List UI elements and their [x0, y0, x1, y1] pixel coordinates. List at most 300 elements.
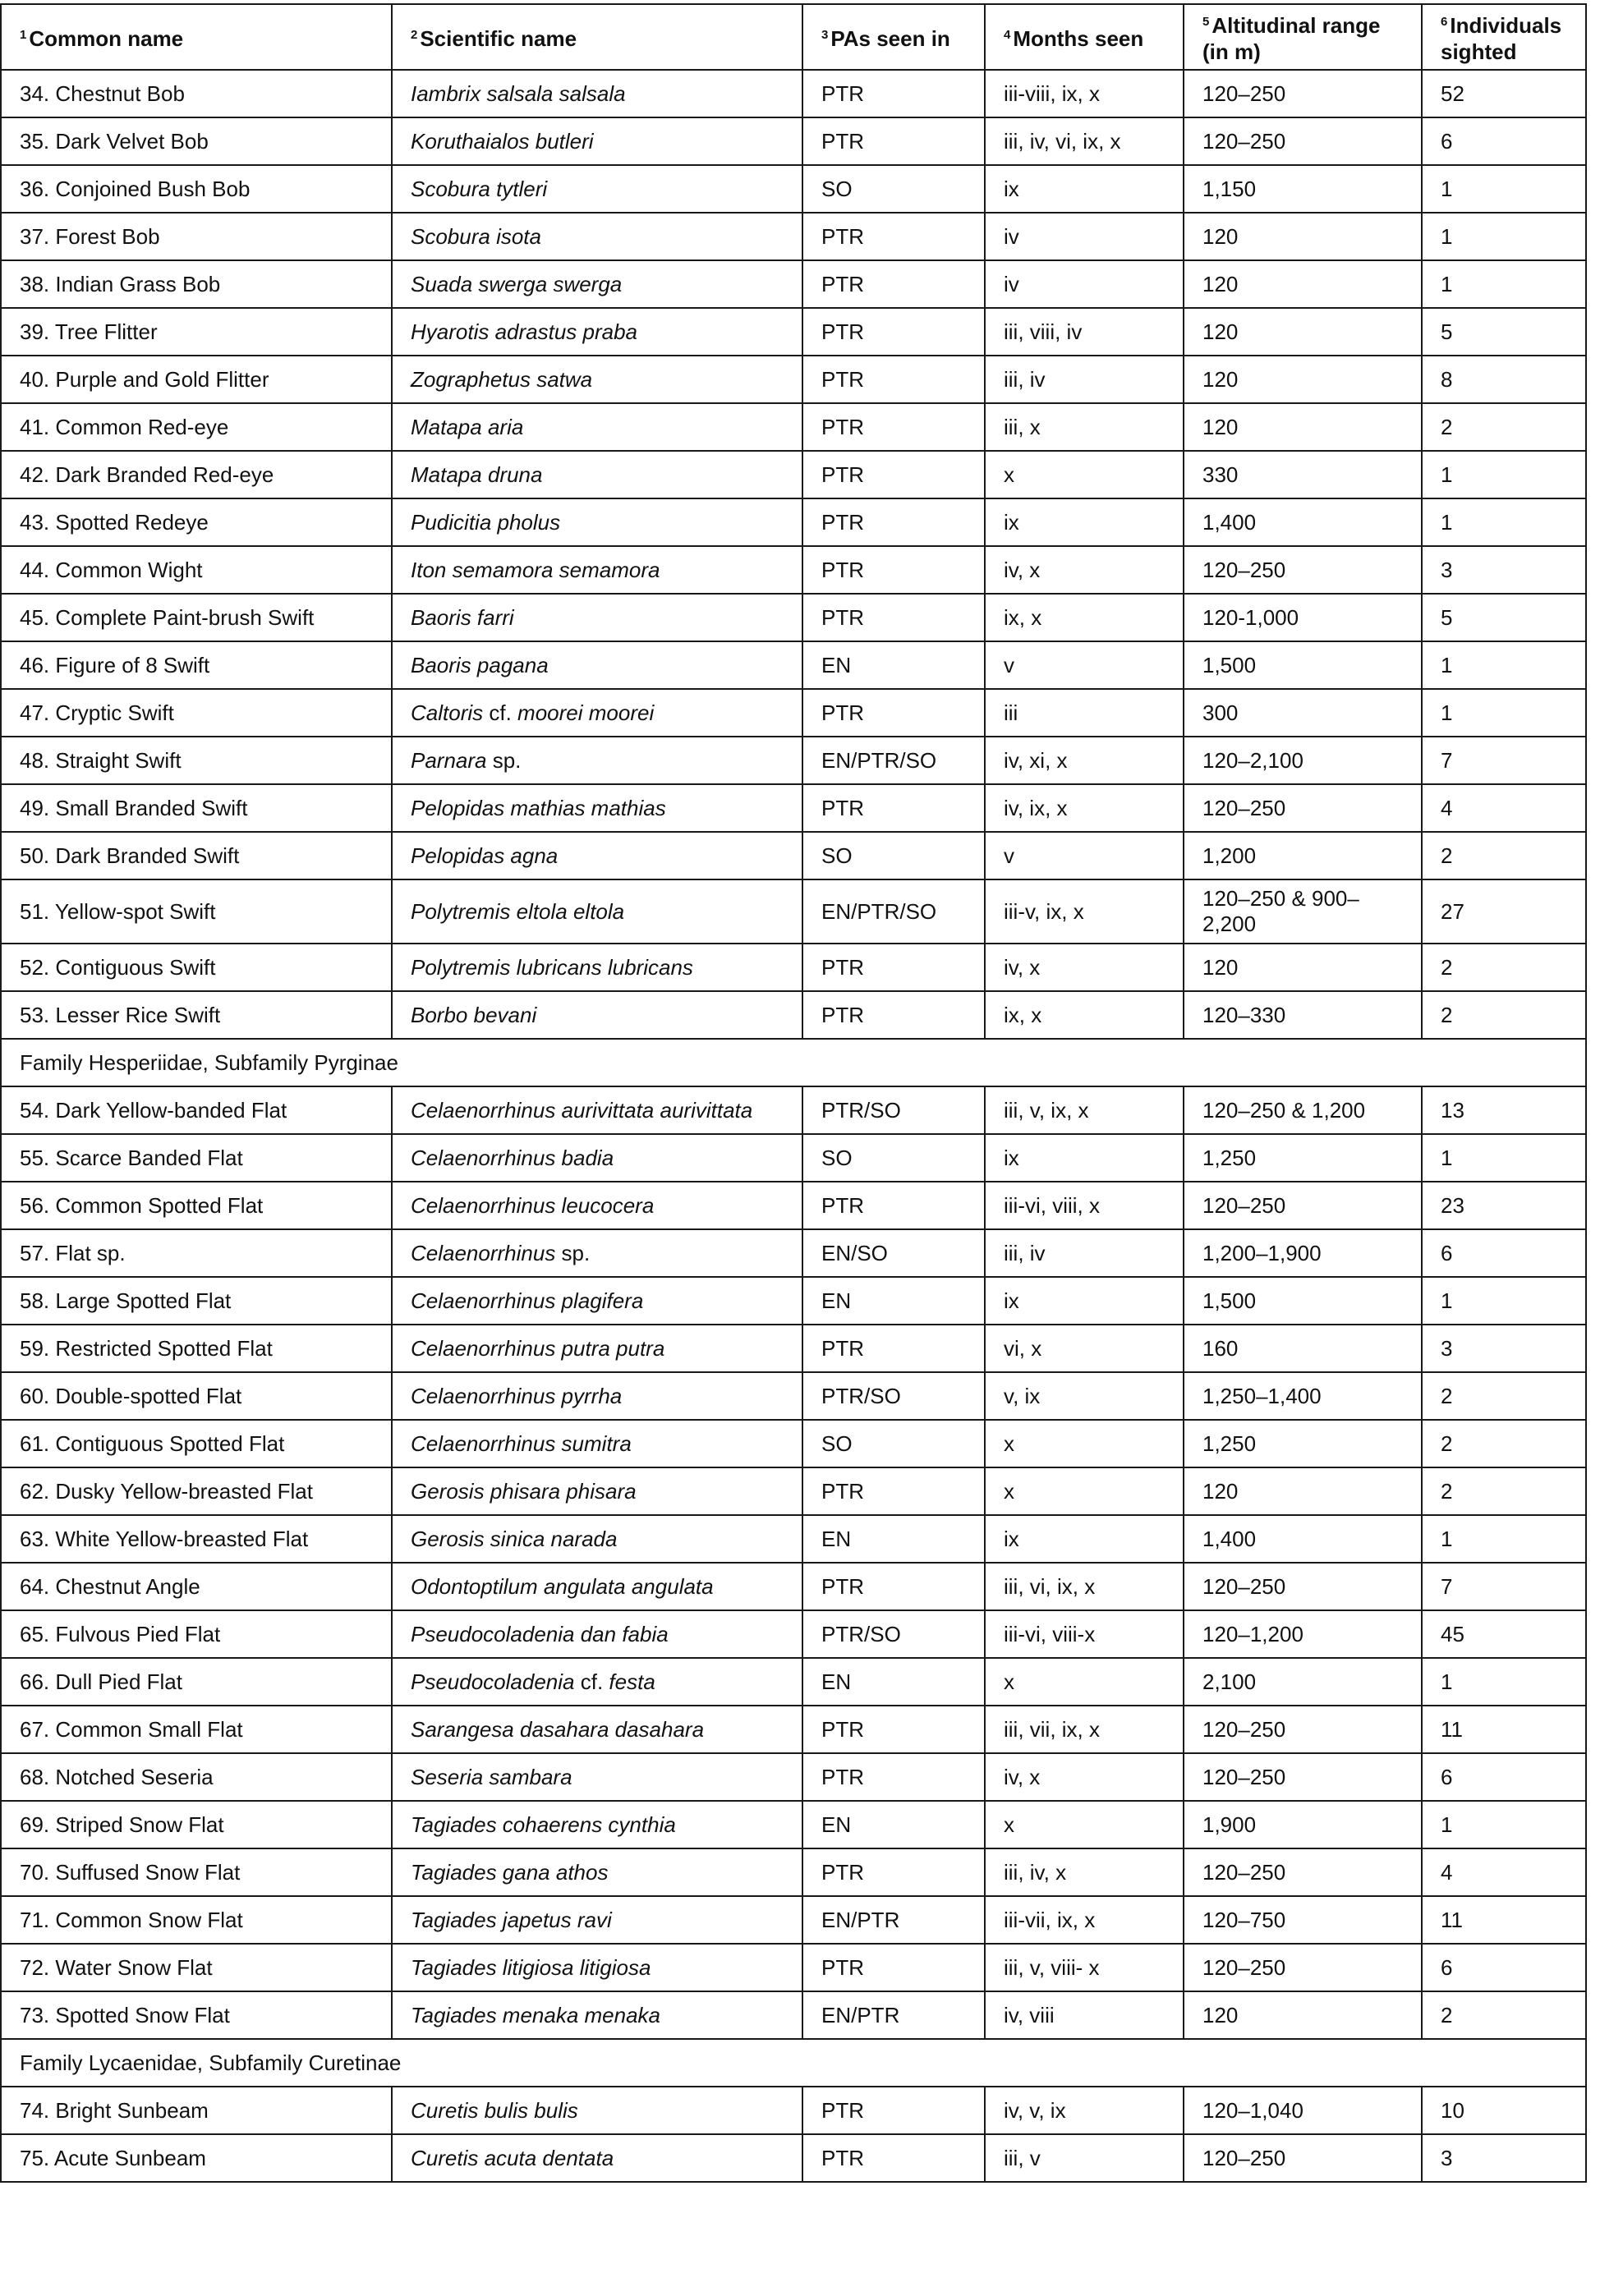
common-name-cell: 73. Spotted Snow Flat [1, 1991, 392, 2039]
table-row [1, 403, 1586, 451]
table-row [1, 308, 1586, 356]
scientific-name-cell [392, 991, 802, 1039]
months-seen-cell: iii, x [985, 403, 1184, 451]
common-name-cell: 65. Fulvous Pied Flat [1, 1610, 392, 1658]
altitudinal-range-cell: 1,250–1,400 [1184, 1372, 1422, 1420]
table-row [1, 594, 1586, 641]
pas-seen-in-cell: EN/PTR [802, 1896, 985, 1944]
scientific-name-cell [392, 1372, 802, 1420]
altitudinal-range-cell: 120 [1184, 944, 1422, 991]
scientific-name: Celaenorrhinus sumitra [411, 1430, 632, 1456]
scientific-name: Celaenorrhinus plagifera [411, 1288, 644, 1313]
scientific-name-cell [392, 70, 802, 117]
individuals-sighted-cell: 1 [1422, 451, 1586, 498]
scientific-name: Scobura tytleri [411, 176, 548, 201]
scientific-name: Celaenorrhinus aurivittata aurivittata [411, 1097, 753, 1123]
family-heading-row [1, 2039, 1586, 2087]
scientific-name-cell [392, 1229, 802, 1277]
months-seen-cell: v [985, 641, 1184, 689]
scientific-name-cell [392, 1086, 802, 1134]
scientific-name: Matapa druna [411, 461, 543, 487]
scientific-name-cell [392, 944, 802, 991]
table-row [1, 1086, 1586, 1134]
common-name-cell: 61. Contiguous Spotted Flat [1, 1420, 392, 1467]
scientific-name-cell [392, 737, 802, 784]
common-name-cell: 51. Yellow-spot Swift [1, 879, 392, 944]
scientific-name: Celaenorrhinus badia [411, 1145, 614, 1170]
table-body [1, 70, 1586, 2182]
altitudinal-range-cell: 1,400 [1184, 498, 1422, 546]
table-row [1, 1277, 1586, 1325]
header-altitudinal-range: $^5$ Altitudinal range (in m) [1184, 4, 1422, 70]
common-name-cell: 48. Straight Swift [1, 737, 392, 784]
scientific-name-qualifier: cf. [483, 700, 518, 725]
individuals-sighted-cell: 1 [1422, 1134, 1586, 1182]
altitudinal-range-cell: 1,500 [1184, 641, 1422, 689]
scientific-name-cell [392, 879, 802, 944]
individuals-sighted-cell: 11 [1422, 1896, 1586, 1944]
scientific-name-cell [392, 1658, 802, 1706]
months-seen-cell: iv, x [985, 944, 1184, 991]
common-name-cell: 60. Double-spotted Flat [1, 1372, 392, 1420]
pas-seen-in-cell: SO [802, 832, 985, 879]
altitudinal-range-cell: 120–250 [1184, 1944, 1422, 1991]
months-seen-cell: iii, viii, iv [985, 308, 1184, 356]
common-name-cell: 39. Tree Flitter [1, 308, 392, 356]
months-seen-cell: x [985, 1658, 1184, 1706]
scientific-name-cell [392, 1706, 802, 1753]
pas-seen-in-cell: PTR [802, 1182, 985, 1229]
pas-seen-in-cell: SO [802, 1134, 985, 1182]
table-row [1, 689, 1586, 737]
common-name-cell: 70. Suffused Snow Flat [1, 1848, 392, 1896]
pas-seen-in-cell: PTR [802, 1706, 985, 1753]
months-seen-cell: iii-vi, viii-x [985, 1610, 1184, 1658]
scientific-name-cell [392, 1563, 802, 1610]
scientific-name-cell [392, 784, 802, 832]
scientific-name-cell [392, 308, 802, 356]
scientific-name: Celaenorrhinus putra putra [411, 1335, 665, 1361]
common-name-cell: 45. Complete Paint-brush Swift [1, 594, 392, 641]
months-seen-cell: x [985, 1467, 1184, 1515]
individuals-sighted-cell: 6 [1422, 1229, 1586, 1277]
pas-seen-in-cell: EN/PTR [802, 1991, 985, 2039]
individuals-sighted-cell: 3 [1422, 1325, 1586, 1372]
table-row [1, 1610, 1586, 1658]
table-row [1, 1848, 1586, 1896]
individuals-sighted-cell: 1 [1422, 260, 1586, 308]
pas-seen-in-cell: PTR [802, 308, 985, 356]
altitudinal-range-cell: 120–250 [1184, 1753, 1422, 1801]
altitudinal-range-cell: 120–250 & 900–2,200 [1184, 879, 1422, 944]
scientific-name-cell [392, 1801, 802, 1848]
pas-seen-in-cell: PTR [802, 594, 985, 641]
common-name-cell: 68. Notched Seseria [1, 1753, 392, 1801]
common-name-cell: 52. Contiguous Swift [1, 944, 392, 991]
scientific-name: Curetis acuta dentata [411, 2145, 614, 2170]
individuals-sighted-cell: 2 [1422, 991, 1586, 1039]
scientific-name: Iton semamora semamora [411, 557, 660, 582]
pas-seen-in-cell: PTR [802, 1944, 985, 1991]
individuals-sighted-cell: 11 [1422, 1706, 1586, 1753]
common-name-cell: 66. Dull Pied Flat [1, 1658, 392, 1706]
common-name-cell: 59. Restricted Spotted Flat [1, 1325, 392, 1372]
common-name-cell: 67. Common Small Flat [1, 1706, 392, 1753]
table-row [1, 117, 1586, 165]
months-seen-cell: ix [985, 498, 1184, 546]
table-row [1, 1658, 1586, 1706]
individuals-sighted-cell: 7 [1422, 1563, 1586, 1610]
altitudinal-range-cell: 1,150 [1184, 165, 1422, 213]
scientific-name: Celaenorrhinus [411, 1240, 556, 1265]
table-row [1, 1325, 1586, 1372]
scientific-name-cell [392, 1182, 802, 1229]
scientific-name-cell [392, 1467, 802, 1515]
scientific-name: Tagiades japetus ravi [411, 1907, 612, 1932]
individuals-sighted-cell: 7 [1422, 737, 1586, 784]
months-seen-cell: x [985, 451, 1184, 498]
scientific-name-cell [392, 546, 802, 594]
family-heading: Family Hesperiidae, Subfamily Pyrginae [1, 1039, 1586, 1086]
pas-seen-in-cell: PTR [802, 260, 985, 308]
scientific-name: Caltoris [411, 700, 484, 725]
pas-seen-in-cell: EN [802, 1801, 985, 1848]
common-name-cell: 41. Common Red-eye [1, 403, 392, 451]
table-row [1, 784, 1586, 832]
table-row [1, 1182, 1586, 1229]
scientific-name-qualifier: sp. [555, 1240, 591, 1265]
individuals-sighted-cell: 2 [1422, 1420, 1586, 1467]
scientific-name: Seseria sambara [411, 1764, 572, 1789]
scientific-name: Baoris farri [411, 604, 514, 630]
months-seen-cell: iii, v, viii- x [985, 1944, 1184, 1991]
scientific-name: Pelopidas agna [411, 843, 559, 868]
common-name-cell: 56. Common Spotted Flat [1, 1182, 392, 1229]
altitudinal-range-cell: 1,250 [1184, 1420, 1422, 1467]
months-seen-cell: ix [985, 1134, 1184, 1182]
altitudinal-range-cell: 120 [1184, 403, 1422, 451]
altitudinal-range-cell: 120–1,040 [1184, 2087, 1422, 2134]
pas-seen-in-cell: PTR [802, 451, 985, 498]
table-row [1, 1515, 1586, 1563]
individuals-sighted-cell: 1 [1422, 689, 1586, 737]
scientific-name-cell [392, 1420, 802, 1467]
scientific-name-cell [392, 2134, 802, 2182]
species-table [0, 3, 1587, 2183]
months-seen-cell: vi, x [985, 1325, 1184, 1372]
scientific-name: Baoris pagana [411, 652, 549, 677]
common-name-cell: 75. Acute Sunbeam [1, 2134, 392, 2182]
table-row [1, 1467, 1586, 1515]
months-seen-cell: iv, x [985, 546, 1184, 594]
pas-seen-in-cell: SO [802, 165, 985, 213]
altitudinal-range-cell: 120 [1184, 1991, 1422, 2039]
months-seen-cell: iii-vii, ix, x [985, 1896, 1184, 1944]
pas-seen-in-cell: PTR [802, 213, 985, 260]
table-row [1, 1229, 1586, 1277]
scientific-name-cell [392, 1277, 802, 1325]
months-seen-cell: iv, viii [985, 1991, 1184, 2039]
scientific-name: Odontoptilum angulata angulata [411, 1573, 714, 1599]
common-name-cell: 49. Small Branded Swift [1, 784, 392, 832]
pas-seen-in-cell: EN/PTR/SO [802, 737, 985, 784]
months-seen-cell: ix, x [985, 594, 1184, 641]
table-row [1, 2087, 1586, 2134]
scientific-name-cell [392, 1753, 802, 1801]
altitudinal-range-cell: 120 [1184, 356, 1422, 403]
altitudinal-range-cell: 120–250 [1184, 2134, 1422, 2182]
scientific-name: Matapa aria [411, 414, 524, 439]
scientific-name: Gerosis sinica narada [411, 1526, 618, 1551]
common-name-cell: 46. Figure of 8 Swift [1, 641, 392, 689]
individuals-sighted-cell: 1 [1422, 1658, 1586, 1706]
scientific-name-qualifier: sp. [486, 747, 522, 773]
scientific-name: Suada swerga swerga [411, 271, 623, 296]
pas-seen-in-cell: PTR [802, 1753, 985, 1801]
altitudinal-range-cell: 120–250 [1184, 1563, 1422, 1610]
scientific-name-cell [392, 1991, 802, 2039]
table-row [1, 1944, 1586, 1991]
pas-seen-in-cell: PTR [802, 784, 985, 832]
table-row [1, 213, 1586, 260]
scientific-name-cell [392, 213, 802, 260]
scientific-name: Gerosis phisara phisara [411, 1478, 637, 1504]
scientific-name-cell [392, 641, 802, 689]
months-seen-cell: iii, vii, ix, x [985, 1706, 1184, 1753]
months-seen-cell: ix [985, 1515, 1184, 1563]
pas-seen-in-cell: PTR/SO [802, 1610, 985, 1658]
common-name-cell: 50. Dark Branded Swift [1, 832, 392, 879]
pas-seen-in-cell: PTR [802, 2087, 985, 2134]
individuals-sighted-cell: 2 [1422, 1467, 1586, 1515]
scientific-name: Iambrix salsala salsala [411, 80, 626, 106]
table-row [1, 1372, 1586, 1420]
scientific-name: Hyarotis adrastus praba [411, 319, 638, 344]
pas-seen-in-cell: EN [802, 1515, 985, 1563]
family-heading-row [1, 1039, 1586, 1086]
scientific-name: Tagiades cohaerens cynthia [411, 1812, 676, 1837]
scientific-name-epithet: festa [609, 1669, 655, 1694]
individuals-sighted-cell: 1 [1422, 1277, 1586, 1325]
table-row [1, 498, 1586, 546]
scientific-name: Zographetus satwa [411, 366, 593, 392]
altitudinal-range-cell: 120–250 & 1,200 [1184, 1086, 1422, 1134]
table-row [1, 2134, 1586, 2182]
altitudinal-range-cell: 120-1,000 [1184, 594, 1422, 641]
header-individuals-sighted: $^6$ Individuals sighted [1422, 4, 1586, 70]
altitudinal-range-cell: 120–330 [1184, 991, 1422, 1039]
scientific-name-cell [392, 403, 802, 451]
altitudinal-range-cell: 120–250 [1184, 1706, 1422, 1753]
months-seen-cell: iii, iv, x [985, 1848, 1184, 1896]
scientific-name-cell [392, 260, 802, 308]
altitudinal-range-cell: 120 [1184, 1467, 1422, 1515]
altitudinal-range-cell: 1,900 [1184, 1801, 1422, 1848]
pas-seen-in-cell: EN/SO [802, 1229, 985, 1277]
table-row [1, 1991, 1586, 2039]
common-name-cell: 47. Cryptic Swift [1, 689, 392, 737]
altitudinal-range-cell: 1,250 [1184, 1134, 1422, 1182]
pas-seen-in-cell: PTR [802, 991, 985, 1039]
scientific-name: Curetis bulis bulis [411, 2097, 578, 2123]
pas-seen-in-cell: EN [802, 1277, 985, 1325]
altitudinal-range-cell: 120–750 [1184, 1896, 1422, 1944]
months-seen-cell: v [985, 832, 1184, 879]
scientific-name-qualifier: cf. [574, 1669, 609, 1694]
individuals-sighted-cell: 1 [1422, 1515, 1586, 1563]
table-row [1, 1706, 1586, 1753]
scientific-name-cell [392, 594, 802, 641]
individuals-sighted-cell: 8 [1422, 356, 1586, 403]
individuals-sighted-cell: 2 [1422, 944, 1586, 991]
scientific-name: Parnara [411, 747, 487, 773]
individuals-sighted-cell: 5 [1422, 594, 1586, 641]
scientific-name-cell [392, 451, 802, 498]
months-seen-cell: v, ix [985, 1372, 1184, 1420]
individuals-sighted-cell: 3 [1422, 546, 1586, 594]
pas-seen-in-cell: PTR [802, 1563, 985, 1610]
table-row [1, 546, 1586, 594]
table-row [1, 1420, 1586, 1467]
individuals-sighted-cell: 45 [1422, 1610, 1586, 1658]
table-row [1, 944, 1586, 991]
common-name-cell: 35. Dark Velvet Bob [1, 117, 392, 165]
common-name-cell: 54. Dark Yellow-banded Flat [1, 1086, 392, 1134]
altitudinal-range-cell: 120–250 [1184, 70, 1422, 117]
common-name-cell: 69. Striped Snow Flat [1, 1801, 392, 1848]
common-name-cell: 37. Forest Bob [1, 213, 392, 260]
header-common-name: $^1$ Common name [1, 4, 392, 70]
months-seen-cell: iv [985, 213, 1184, 260]
months-seen-cell: iv, xi, x [985, 737, 1184, 784]
pas-seen-in-cell: PTR/SO [802, 1372, 985, 1420]
header-pas-seen-in: $^3$ PAs seen in [802, 4, 985, 70]
scientific-name-cell [392, 1944, 802, 1991]
individuals-sighted-cell: 1 [1422, 1801, 1586, 1848]
pas-seen-in-cell: PTR [802, 1325, 985, 1372]
scientific-name: Tagiades menaka menaka [411, 2002, 661, 2027]
scientific-name: Borbo bevani [411, 1002, 537, 1027]
altitudinal-range-cell: 120–250 [1184, 784, 1422, 832]
pas-seen-in-cell: EN/PTR/SO [802, 879, 985, 944]
table-row [1, 641, 1586, 689]
pas-seen-in-cell: PTR [802, 944, 985, 991]
pas-seen-in-cell: PTR [802, 1848, 985, 1896]
months-seen-cell: iii, iv [985, 1229, 1184, 1277]
table-row [1, 991, 1586, 1039]
pas-seen-in-cell: PTR/SO [802, 1086, 985, 1134]
pas-seen-in-cell: PTR [802, 403, 985, 451]
individuals-sighted-cell: 6 [1422, 1944, 1586, 1991]
pas-seen-in-cell: PTR [802, 498, 985, 546]
scientific-name-cell [392, 689, 802, 737]
pas-seen-in-cell: EN [802, 1658, 985, 1706]
scientific-name-cell [392, 1896, 802, 1944]
pas-seen-in-cell: PTR [802, 2134, 985, 2182]
months-seen-cell: iii, v, ix, x [985, 1086, 1184, 1134]
scientific-name: Pudicitia pholus [411, 509, 561, 535]
individuals-sighted-cell: 27 [1422, 879, 1586, 944]
individuals-sighted-cell: 1 [1422, 641, 1586, 689]
common-name-cell: 62. Dusky Yellow-breasted Flat [1, 1467, 392, 1515]
scientific-name-epithet: moorei moorei [517, 700, 655, 725]
individuals-sighted-cell: 2 [1422, 832, 1586, 879]
scientific-name-cell [392, 1610, 802, 1658]
altitudinal-range-cell: 300 [1184, 689, 1422, 737]
months-seen-cell: iv, x [985, 1753, 1184, 1801]
common-name-cell: 64. Chestnut Angle [1, 1563, 392, 1610]
pas-seen-in-cell: SO [802, 1420, 985, 1467]
scientific-name-cell [392, 117, 802, 165]
common-name-cell: 42. Dark Branded Red-eye [1, 451, 392, 498]
altitudinal-range-cell: 120–250 [1184, 546, 1422, 594]
months-seen-cell: iii, iv [985, 356, 1184, 403]
header-months-seen: $^4$ Months seen [985, 4, 1184, 70]
scientific-name: Pseudocoladenia dan fabia [411, 1621, 669, 1646]
scientific-name-cell [392, 498, 802, 546]
individuals-sighted-cell: 52 [1422, 70, 1586, 117]
altitudinal-range-cell: 2,100 [1184, 1658, 1422, 1706]
table-row [1, 70, 1586, 117]
individuals-sighted-cell: 4 [1422, 1848, 1586, 1896]
pas-seen-in-cell: PTR [802, 689, 985, 737]
common-name-cell: 34. Chestnut Bob [1, 70, 392, 117]
individuals-sighted-cell: 10 [1422, 2087, 1586, 2134]
altitudinal-range-cell: 1,200 [1184, 832, 1422, 879]
table-row [1, 451, 1586, 498]
altitudinal-range-cell: 1,400 [1184, 1515, 1422, 1563]
scientific-name-cell [392, 832, 802, 879]
individuals-sighted-cell: 5 [1422, 308, 1586, 356]
table-row [1, 1801, 1586, 1848]
scientific-name: Polytremis eltola eltola [411, 898, 625, 924]
pas-seen-in-cell: PTR [802, 70, 985, 117]
months-seen-cell: iii, v [985, 2134, 1184, 2182]
common-name-cell: 57. Flat sp. [1, 1229, 392, 1277]
altitudinal-range-cell: 120 [1184, 260, 1422, 308]
scientific-name: Sarangesa dasahara dasahara [411, 1716, 705, 1742]
altitudinal-range-cell: 120–2,100 [1184, 737, 1422, 784]
family-heading: Family Lycaenidae, Subfamily Curetinae [1, 2039, 1586, 2087]
months-seen-cell: ix [985, 1277, 1184, 1325]
pas-seen-in-cell: EN [802, 641, 985, 689]
altitudinal-range-cell: 120 [1184, 308, 1422, 356]
months-seen-cell: iii-vi, viii, x [985, 1182, 1184, 1229]
individuals-sighted-cell: 13 [1422, 1086, 1586, 1134]
header-row [1, 4, 1586, 70]
scientific-name: Celaenorrhinus leucocera [411, 1192, 655, 1218]
months-seen-cell: iii-v, ix, x [985, 879, 1184, 944]
scientific-name-cell [392, 1515, 802, 1563]
altitudinal-range-cell: 330 [1184, 451, 1422, 498]
common-name-cell: 55. Scarce Banded Flat [1, 1134, 392, 1182]
scientific-name: Polytremis lubricans lubricans [411, 954, 693, 980]
table-row [1, 1753, 1586, 1801]
scientific-name-cell [392, 1134, 802, 1182]
common-name-cell: 38. Indian Grass Bob [1, 260, 392, 308]
common-name-cell: 74. Bright Sunbeam [1, 2087, 392, 2134]
common-name-cell: 36. Conjoined Bush Bob [1, 165, 392, 213]
altitudinal-range-cell: 160 [1184, 1325, 1422, 1372]
scientific-name: Pseudocoladenia [411, 1669, 575, 1694]
scientific-name: Pelopidas mathias mathias [411, 795, 666, 820]
table-row [1, 1563, 1586, 1610]
individuals-sighted-cell: 4 [1422, 784, 1586, 832]
scientific-name: Tagiades litigiosa litigiosa [411, 1954, 651, 1980]
months-seen-cell: iii-viii, ix, x [985, 70, 1184, 117]
scientific-name-cell [392, 1325, 802, 1372]
individuals-sighted-cell: 2 [1422, 403, 1586, 451]
